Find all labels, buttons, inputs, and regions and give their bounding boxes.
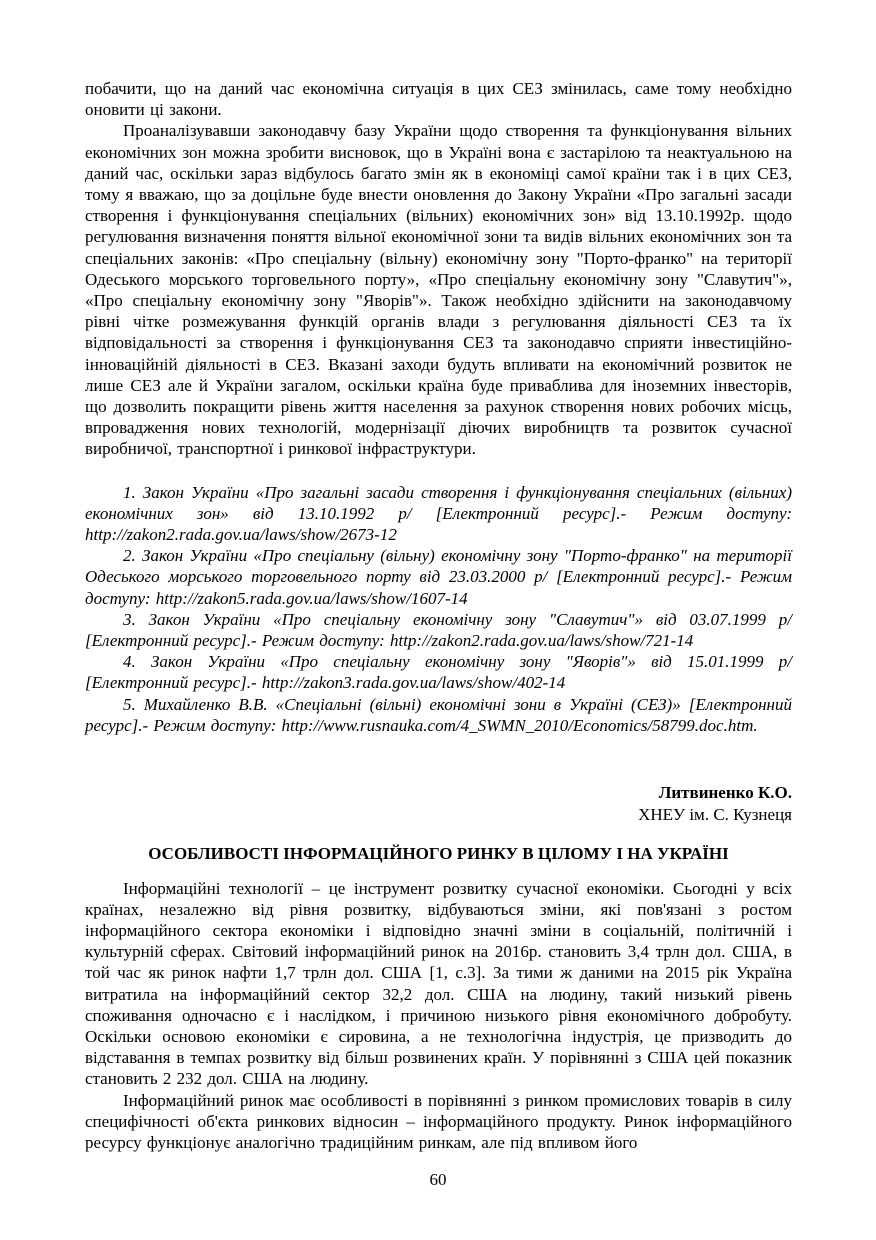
page-number: 60 — [429, 1170, 447, 1189]
reference-item: 3. Закон України «Про спеціальну економічну зону "Славутич"» від 03.07.1999 р/ [Електронний ресурс].- Режим доступу: http://zakon2.rada.gov.ua/laws/show/721-14 — [85, 609, 792, 651]
author-block — [85, 782, 792, 825]
author-affiliation: ХНЕУ ім. С. Кузнеця — [638, 804, 792, 824]
reference-item: 4. Закон України «Про спеціальну економічну зону "Яворів"» від 15.01.1999 р/ [Електронний ресурс].- http://zakon3.rada.gov.ua/laws/show/402-14 — [85, 652, 792, 693]
reference-item: 5. Михайленко В.В. «Спеціальні (вільні) економічні зони в Україні (СЕЗ)» [Електронний ресурс].- Режим доступу: http://www.rusnauka.com/4_SWMN_2010/Economics/58799.doc.htm. — [85, 694, 792, 735]
article-body — [85, 878, 792, 1154]
author-name: Литвиненко К.О. — [658, 783, 792, 803]
reference-item: 2. Закон України «Про спеціальну (вільну) економічну зону "Порто-франко" на території Одеського морського торговельного порту від 23.03.2000 р/ [Електронний ресурс].- Режим доступу: http://zakon5.rada.gov.ua/laws/show/1607-14 — [85, 546, 792, 608]
reference-item: 1. Закон України «Про загальні засади створення і функціонування спеціальних (вільних) економічних зон» від 13.10.1992 р/ [Електронний ресурс].- Режим доступу: http://zakon2.rada.gov.ua/laws/show/2673-12 — [85, 482, 792, 545]
reference-list — [85, 482, 792, 736]
paragraph-continuation: побачити, що на даний час економічна ситуація в цих СЕЗ змінилась, саме тому необхідно оновити ці закони. — [85, 79, 792, 120]
paragraph: Інформаційні технології – це інструмент розвитку сучасної економіки. Сьогодні у всіх країнах, незалежно від рівня розвитку, відбуваються зміни, які пов'язані з ростом інформаційного сектора економіки і відповідно значні зміни в соціальній, політичній і культурній сферах. Світовий інформаційний ринок на 2016р. становить 3,4 трлн дол. США, в той час як ринок нафти 1,7 трлн дол. США [1, с.3]. За тими ж даними на 2015 рік Україна витратила на інформаційний сектор 32,2 дол. США на людину, такий низький рівень споживання одночасно є і наслідком, і причиною низького рівня економічного добробуту. Оскільки основою економіки є сировина, а не технологічна індустрія, це призводить до відставання в темпах розвитку від більш розвинених країн. У порівнянні з США цей показник становить 2 232 дол. США на людину. — [85, 878, 792, 1089]
paragraph: Інформаційний ринок має особливості в порівнянні з ринком промислових товарів в силу специфічності об'єкта ринкових відносин – інформаційного продукту. Ринок інформаційного ресурсу функціонує аналогічно традиційним ринкам, але під впливом його — [85, 1090, 792, 1153]
paragraph: Проаналізувавши законодавчу базу України щодо створення та функціонування вільних економічних зон можна зробити висновок, що в Україні вона є застарілою та неактуальною на даний час, оскільки зараз відбулось багато змін як в економіці самої країни так і в цих СЕЗ, тому я вважаю, що за доцільне буде внести оновлення до Закону України «Про загальні засади створення і функціонування спеціальних (вільних) економічних зон» від 13.10.1992р. щодо регулювання визначення поняття вільної економічної зони та видів вільних економічних зон та спеціальних законів: «Про спеціальну (вільну) економічну зону "Порто-франко" на території Одеського морського торговельного порту», «Про спеціальну економічну зону "Славутич"», «Про спеціальну економічну зону "Яворів"». Також необхідно здійснити на законодавчому рівні чітке розмежування функцій органів влади з регулювання діяльності СЕЗ та їх відповідальності за створення і функціонування СЕЗ та законодавчо сприяти інвестиційно-інноваційній діяльності в СЕЗ. Вказані заходи будуть впливати на економічний розвиток не лише СЕЗ але й України загалом, оскільки країна буде приваблива для іноземних інвесторів, що дозволить покращити рівень життя населення за рахунок створення нових робочих місць, впровадження нових технологій, модернізації діючих виробництв та розвиток сучасної виробничої, транспортної і ринкової інфраструктури. — [85, 121, 792, 459]
article-title: ОСОБЛИВОСТІ ІНФОРМАЦІЙНОГО РИНКУ В ЦІЛОМУ І НА УКРАЇНІ — [148, 844, 729, 864]
